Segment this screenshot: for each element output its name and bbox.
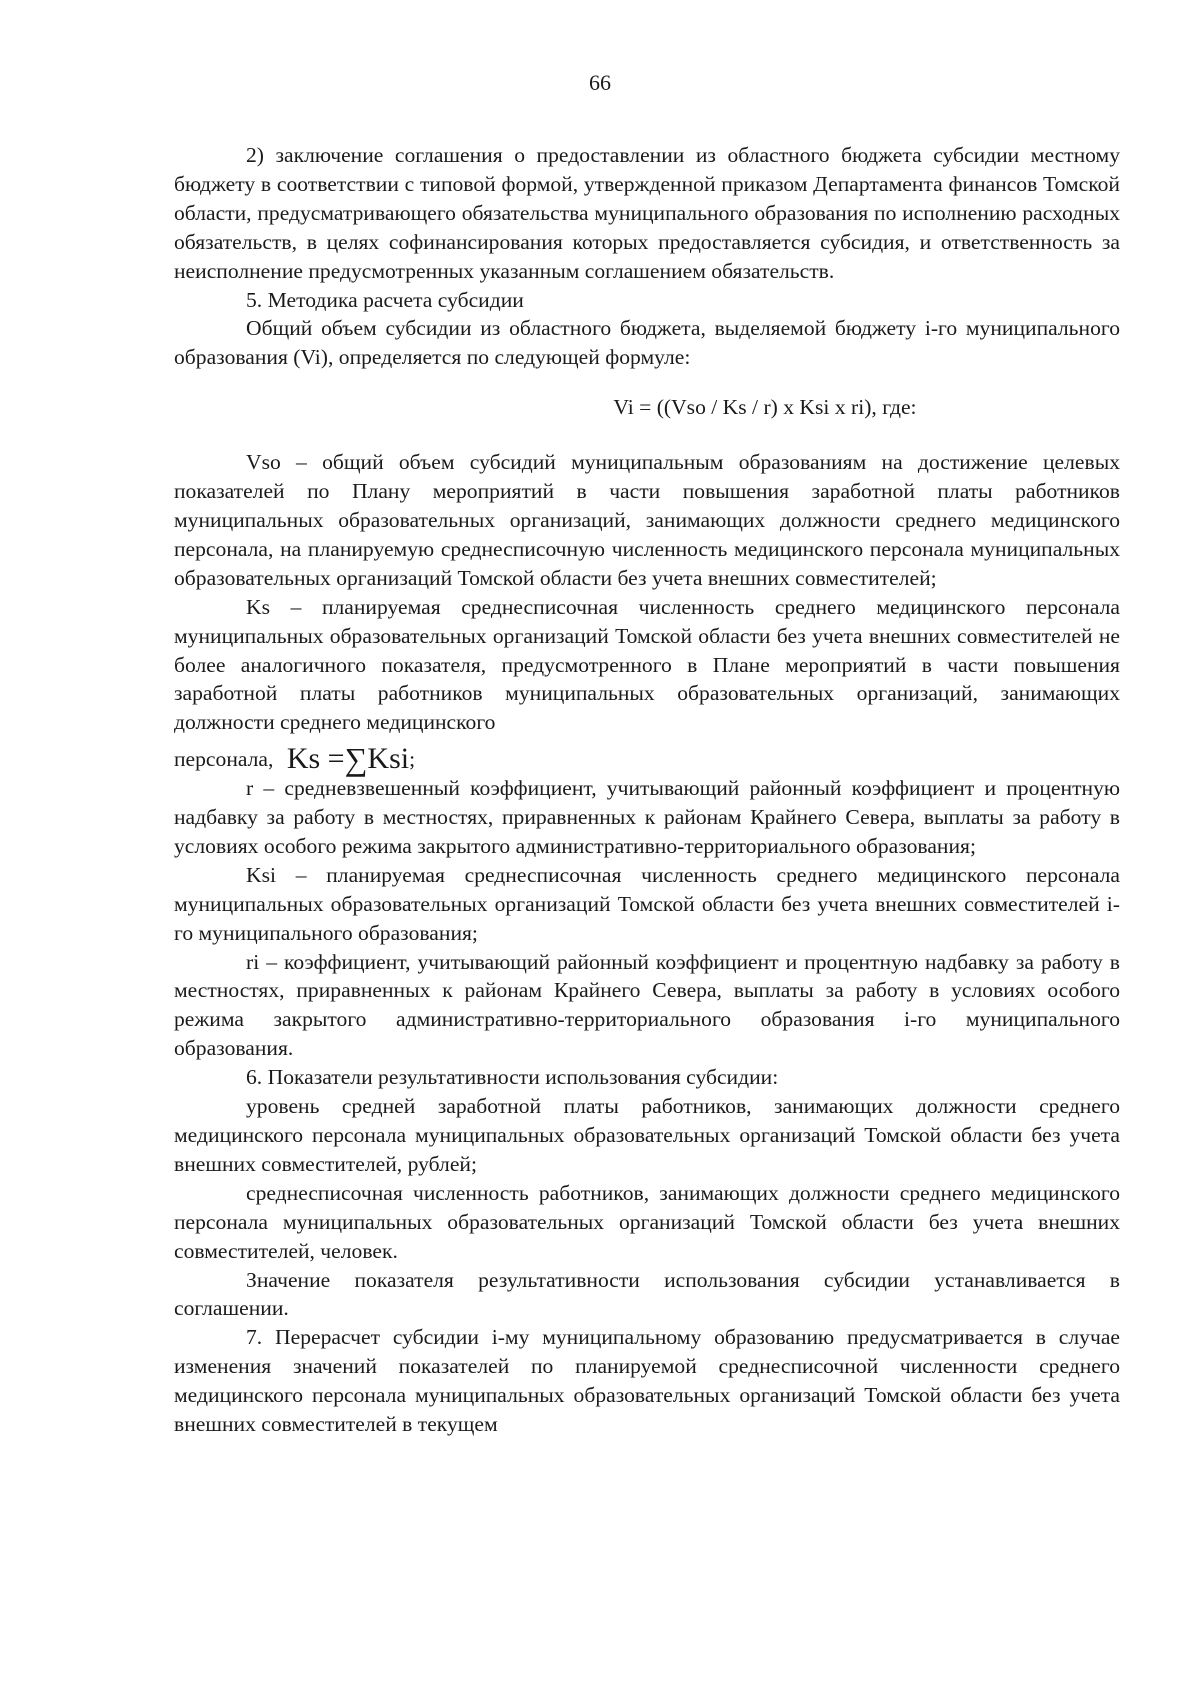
ks-formula-end: ; [409,747,416,772]
ks-sum-formula [286,741,410,778]
paragraph-recalculation: 7. Перерасчет субсидии i-му муниципальному образованию предусматривается в случае изменения значений показателей по планируемой среднесписочной численности среднего медицинского персонала муниципальных образовательных организаций Томской области без учета внешних совместителей в текущем [174,1325,1120,1437]
sigma-symbol: ∑ [344,741,368,778]
ks-formula-line [174,741,1120,778]
section-heading-methodology: 5. Методика расчета субсидии [246,287,524,312]
document-body [174,141,1120,1439]
paragraph-r-definition: r – средневзвешенный коэффициент, учитывающий районный коэффициент и процентную надбавку за работу в местностях, приравненных к районам Крайнего Севера, выплаты за работу в условиях особого режима закрытого административно-территориального образования; [174,776,1120,858]
paragraph-total-volume: Общий объем субсидии из областного бюджета, выделяемой бюджету i-го муниципального образования (Vi), определяется по следующей формуле: [174,316,1120,370]
paragraph-agreement: 2) заключение соглашения о предоставлении из областного бюджета субсидии местному бюджету в соответствии с типовой формой, утвержденной приказом Департамента финансов Томской области, предусматривающего обязательства муниципального образования по исполнению расходных обязательств, в целях софинансирования которых предоставляется субсидия, и ответственность за неисполнение предусмотренных указанным соглашением обязательств. [174,143,1120,283]
paragraph-ks-definition: Ks – планируемая среднесписочная численность среднего медицинского персонала муниципальных образовательных организаций Томской области без учета внешних совместителей не более аналогичного показателя, предусмотренного в Плане мероприятий в части повышения заработной платы работников муниципальных образовательных организаций, занимающих должности среднего медицинского [174,594,1120,735]
paragraph-headcount-indicator: среднесписочная численность работников, занимающих должности среднего медицинского персонала муниципальных образовательных организаций Томской области без учета внешних совместителей, человек. [174,1180,1120,1263]
paragraph-ksi-definition: Ksi – планируемая среднесписочная численность среднего медицинского персонала муниципальных образовательных организаций Томской области без учета внешних совместителей i-го муниципального образования; [174,862,1120,945]
page-number: 66 [589,70,611,95]
paragraph-salary-indicator: уровень средней заработной платы работников, занимающих должности среднего медицинского персонала муниципальных образовательных организаций Томской области без учета внешних совместителей, рублей; [174,1094,1120,1176]
ks-formula-prefix: персонала, [174,747,274,772]
paragraph-vso-definition: Vso – общий объем субсидий муниципальным образованиям на достижение целевых показателей по Плану мероприятий в части повышения заработной платы работников муниципальных образовательных организаций, занимающих должности среднего медицинского персонала, на планируемую среднесписочную численность медицинского персонала муниципальных образовательных организаций Томской области без учета внешних совместителей; [174,450,1120,590]
paragraph-indicator-value: Значение показателя результативности использования субсидии устанавливается в соглашении. [174,1267,1120,1321]
section-heading-indicators: 6. Показатели результативности использования субсидии: [246,1065,779,1090]
paragraph-ri-definition: ri – коэффициент, учитывающий районный коэффициент и процентную надбавку за работу в местностях, приравненных к районам Крайнего Севера, выплаты за работу в условиях особого режима закрытого административно-территориального образования i-го муниципального образования. [174,949,1120,1061]
formula-vi: Vi = ((Vso / Ks / r) x Ksi x ri), где: [613,395,917,420]
ks-formula-left: Ks = [286,742,345,776]
ks-formula-right: Ksi [367,742,410,776]
